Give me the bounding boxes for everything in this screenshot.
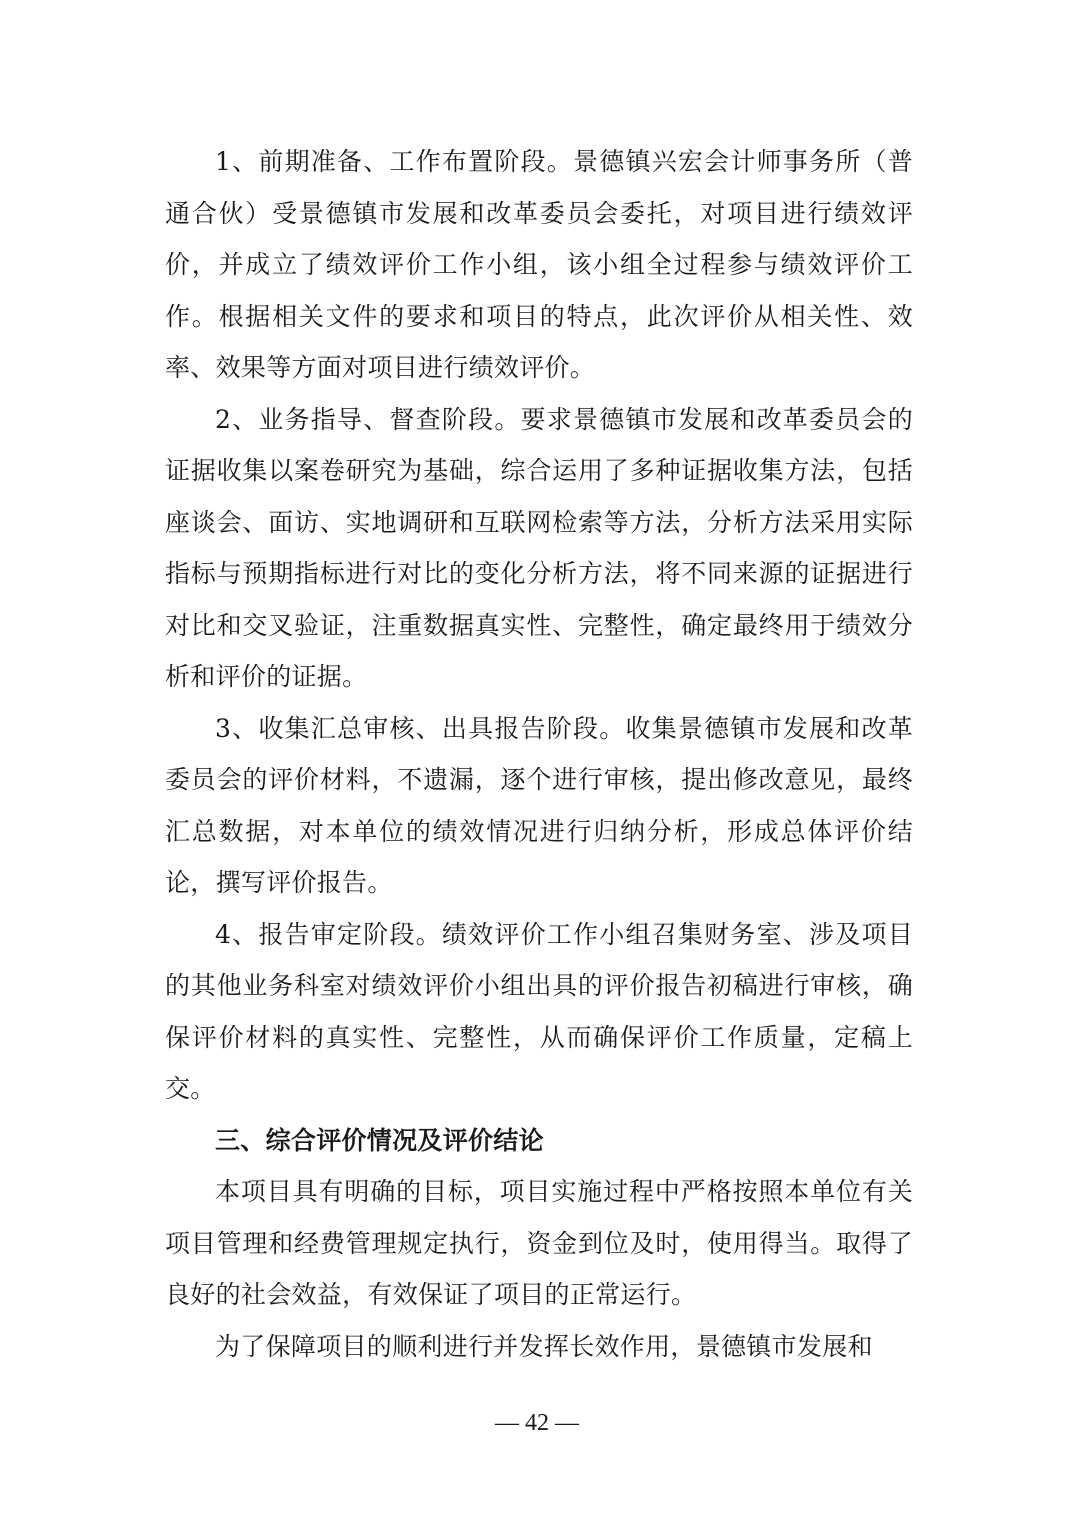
paragraph-collection-stage: 3、收集汇总审核、出具报告阶段。收集景德镇市发展和改革委员会的评价材料，不遗漏，逐个进行审核，提出修改意见，最终汇总数据，对本单位的绩效情况进行归纳分析，形成总体评价结论，撰写评价报告。 — [165, 713, 913, 897]
paragraph-guidance-stage: 2、业务指导、督查阶段。要求景德镇市发展和改革委员会的证据收集以案卷研究为基础，综合运用了多种证据收集方法，包括座谈会、面访、实地调研和互联网检索等方法，分析方法采用实际指标与预期指标进行对比的变化分析方法，将不同来源的证据进行对比和交叉验证，注重数据真实性、完整性，确定最终用于绩效分析和评价的证据。 — [165, 404, 913, 691]
page-number: — 42 — — [495, 1410, 579, 1436]
document-body — [165, 136, 913, 1372]
paragraph-conclusion: 本项目具有明确的目标，项目实施过程中严格按照本单位有关项目管理和经费管理规定执行，资金到位及时，使用得当。取得了良好的社会效益，有效保证了项目的正常运行。 — [165, 1177, 913, 1309]
paragraph-approval-stage: 4、报告审定阶段。绩效评价工作小组召集财务室、涉及项目的其他业务科室对绩效评价小组出具的评价报告初稿进行审核，确保评价材料的真实性、完整性，从而确保评价工作质量，定稿上交。 — [165, 919, 913, 1103]
section-heading: 三、综合评价情况及评价结论 — [215, 1125, 544, 1155]
paragraph-preparation-stage: 1、前期准备、工作布置阶段。景德镇兴宏会计师事务所（普通合伙）受景德镇市发展和改革委员会委托，对项目进行绩效评价，并成立了绩效评价工作小组，该小组全过程参与绩效评价工作。根据相关文件的要求和项目的特点，此次评价从相关性、效率、效果等方面对项目进行绩效评价。 — [165, 147, 913, 382]
paragraph-continuation: 为了保障项目的顺利进行并发挥长效作用，景德镇市发展和 — [215, 1331, 873, 1361]
